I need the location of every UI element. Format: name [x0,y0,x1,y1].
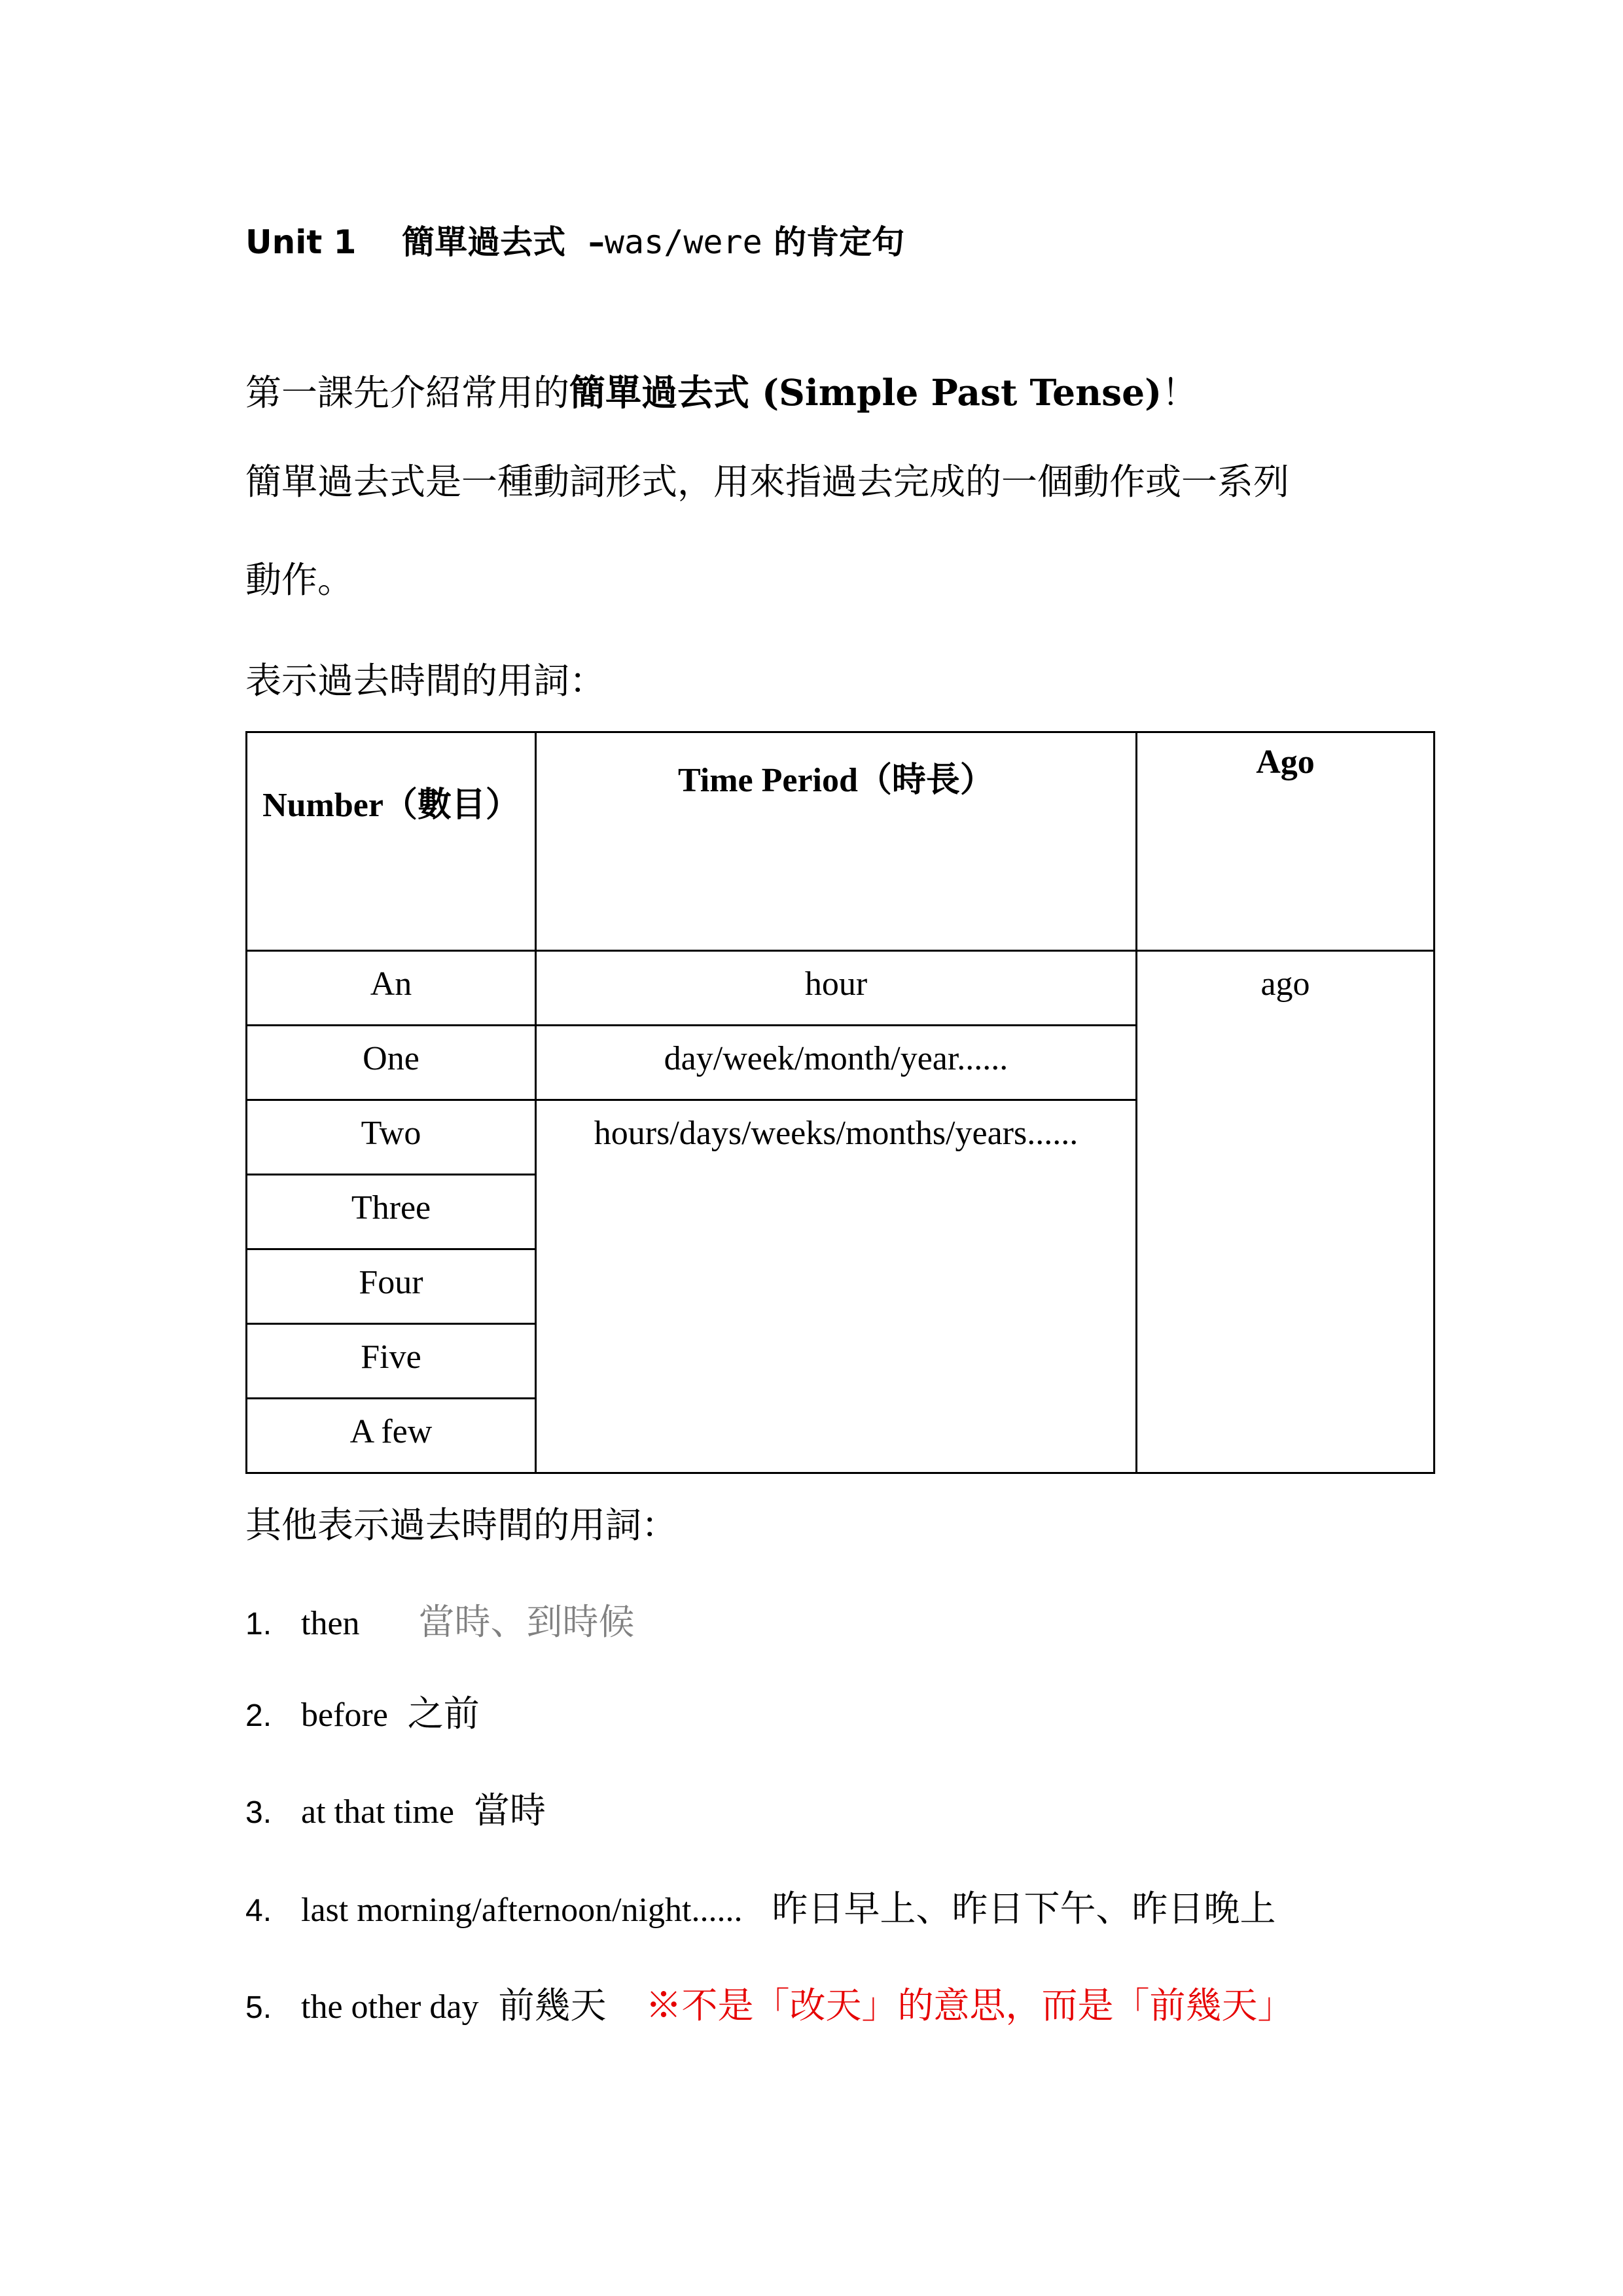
title-dash: – [588,223,605,261]
other-expressions-heading: 其他表示過去時間的用詞： [245,1504,678,1546]
list-chinese: 當時、到時候 [418,1601,635,1643]
page-title [245,216,904,268]
table-header-row [247,732,1435,951]
list-english: the other day [301,1988,479,2026]
intro-line-1-end: ！ [1162,372,1198,414]
list-number: 5. [245,1990,272,2025]
list-item [245,1784,546,1839]
intro-line-1-text: 第一課先介紹常用的 [245,372,570,414]
number-text: Four [359,1264,423,1301]
title-topic: 簡單過去式 [402,223,566,261]
list-number: 4. [245,1893,272,1928]
number-cell [247,1026,536,1100]
number-cell [247,1175,536,1249]
title-form: was/were [604,223,762,261]
header-number-text: Number（數目） [262,787,520,824]
list-english: last morning/afternoon/night...... [301,1892,743,1929]
number-text: Five [361,1338,421,1376]
unit-label: Unit 1 [245,223,357,261]
list-chinese: 前幾天 [498,1984,607,2026]
number-text: Three [351,1189,431,1227]
number-cell [247,951,536,1026]
list-item [245,1882,1275,1937]
time-period-text: hours/days/weeks/months/years...... [594,1115,1079,1152]
intro-line-2: 簡單過去式是一種動詞形式，用來指過去完成的一個動作或一系列 [245,461,1290,503]
list-english: at that time [301,1793,454,1831]
time-period-cell [536,1100,1137,1473]
number-text: A few [349,1413,433,1450]
list-number: 3. [245,1795,272,1830]
time-period-text: day/week/month/year...... [664,1040,1008,1077]
list-item [245,1596,635,1651]
ago-text: ago [1260,965,1310,1003]
time-period-text: hour [804,965,868,1003]
list-english: then [301,1605,360,1642]
number-text: One [363,1040,419,1077]
list-number: 1. [245,1607,272,1641]
number-text: Two [361,1115,421,1152]
list-item [245,1979,1293,2034]
header-ago-text: Ago [1256,744,1315,781]
header-time-period [536,732,1137,951]
list-number: 2. [245,1698,272,1733]
list-item [245,1687,480,1742]
header-ago [1137,732,1435,951]
list-chinese: 當時 [473,1789,546,1831]
intro-line-1 [245,367,1198,419]
number-cell [247,1249,536,1324]
table-row [247,951,1435,1026]
list-chinese: 之前 [407,1693,480,1734]
number-cell [247,1399,536,1473]
time-period-cell [536,951,1137,1026]
list-english: before [301,1696,388,1734]
number-cell [247,1324,536,1399]
table-heading: 表示過去時間的用詞： [245,660,606,702]
time-expression-table [245,731,1435,1474]
list-note: ※不是「改天」的意思，而是「前幾天」 [645,1984,1294,2026]
ago-cell [1137,951,1435,1473]
title-suffix: 的肯定句 [774,223,905,261]
list-chinese: 昨日早上、昨日下午、昨日晚上 [772,1888,1276,1929]
number-cell [247,1100,536,1175]
header-number [247,732,536,951]
header-time-period-text: Time Period（時長） [678,762,994,799]
intro-line-1-bold: 簡單過去式 (Simple Past Tense) [569,371,1162,414]
intro-line-3: 動作。 [245,559,354,601]
time-period-cell [536,1026,1137,1100]
number-text: An [370,965,412,1003]
